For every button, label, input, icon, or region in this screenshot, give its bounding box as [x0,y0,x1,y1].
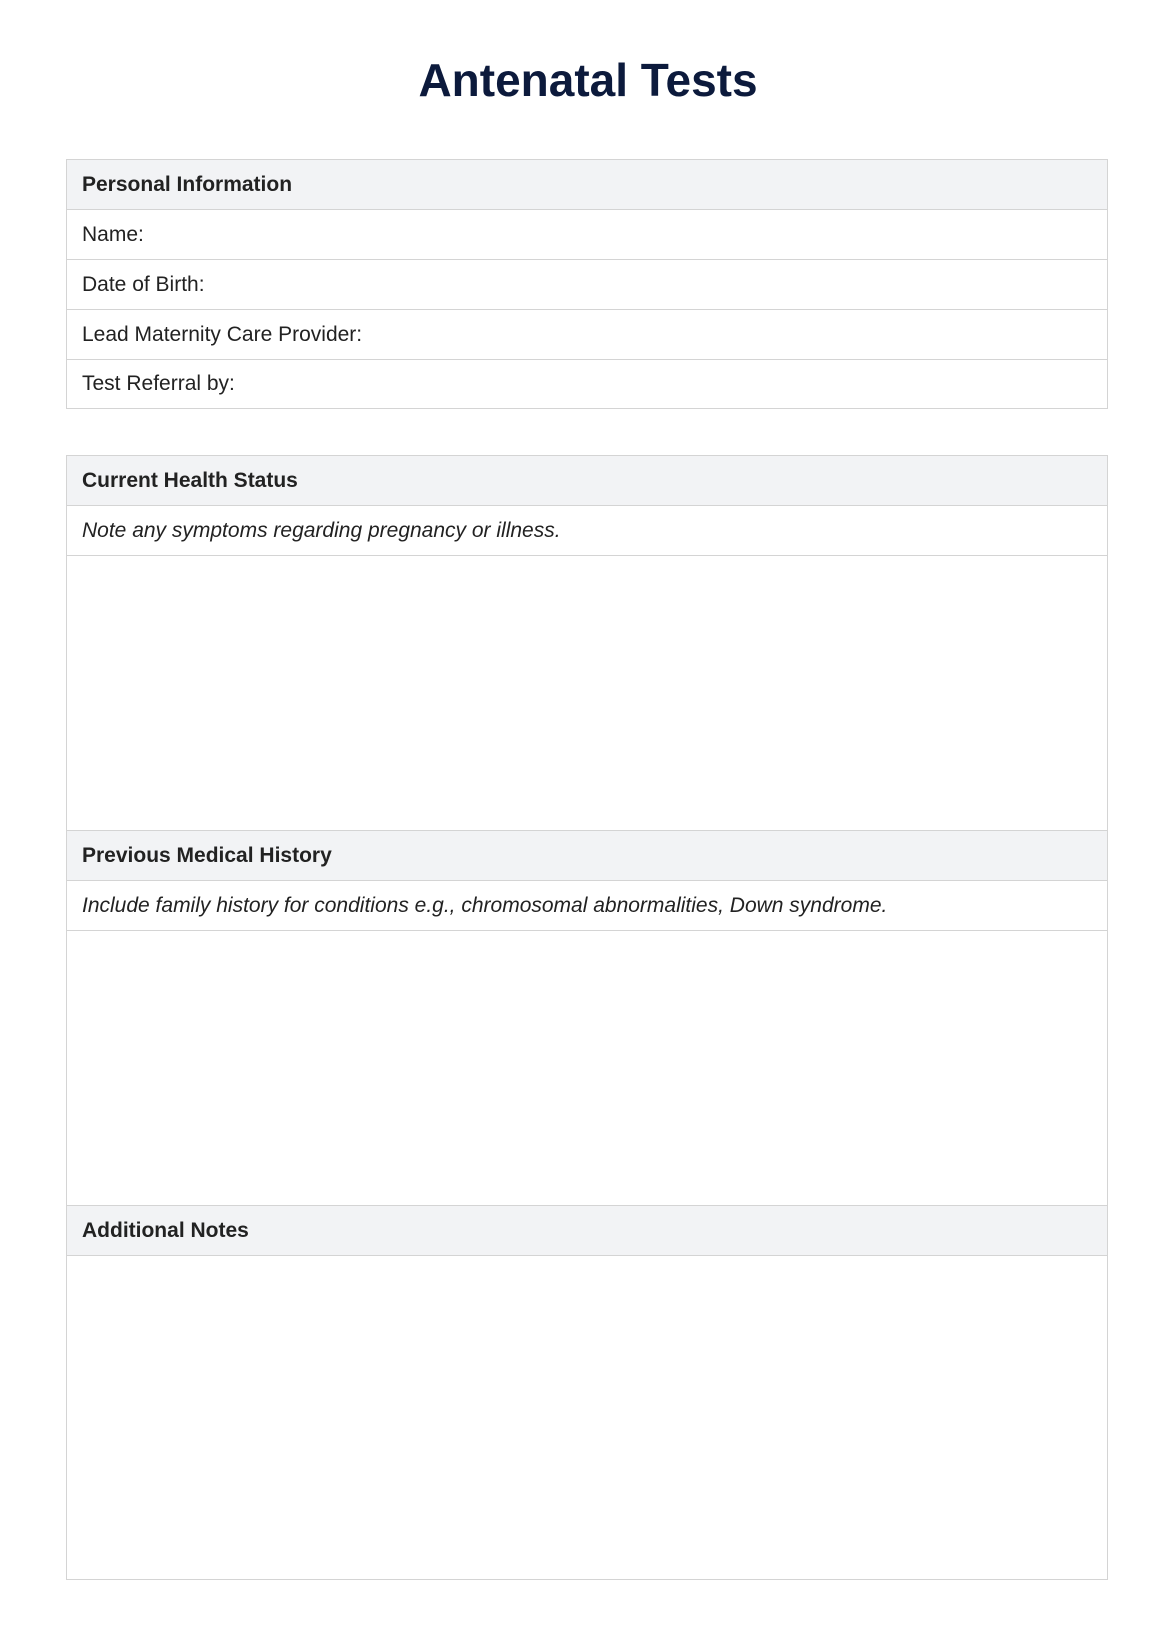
name-field[interactable]: Name: [67,210,1107,260]
previous-medical-history-header: Previous Medical History [67,831,1107,881]
current-health-status-notes-area[interactable] [67,556,1107,831]
personal-information-table [66,159,1108,409]
lead-maternity-care-provider-field[interactable]: Lead Maternity Care Provider: [67,310,1107,360]
current-health-status-instruction: Note any symptoms regarding pregnancy or illness. [67,506,1107,556]
additional-notes-header: Additional Notes [67,1206,1107,1256]
current-health-status-header: Current Health Status [67,456,1107,506]
personal-information-header: Personal Information [67,160,1107,210]
page-title: Antenatal Tests [418,54,758,106]
test-referral-by-field[interactable]: Test Referral by: [82,372,235,395]
date-of-birth-field[interactable]: Date of Birth: [67,260,1107,310]
health-history-table [66,455,1108,1580]
additional-notes-area[interactable] [67,1256,1107,1579]
previous-medical-history-instruction: Include family history for conditions e.g., chromosomal abnormalities, Down syndrome. [67,881,1107,931]
previous-medical-history-notes-area[interactable] [67,931,1107,1206]
